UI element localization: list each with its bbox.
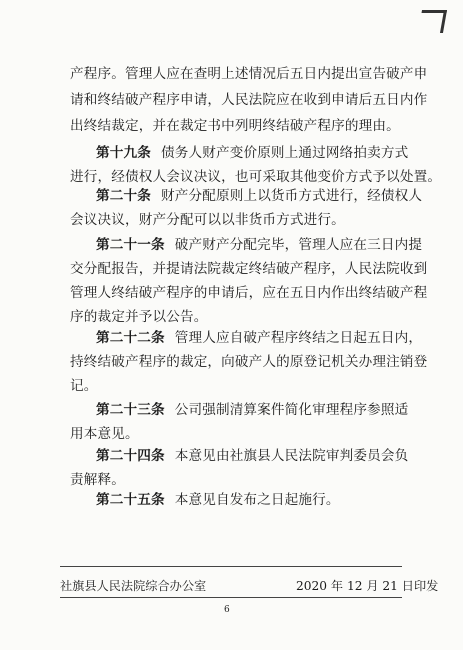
line-text: 公司强制清算案件简化审理程序参照适 (174, 402, 409, 418)
line-text: 管理人应自破产程序终结之日起五日内， (174, 330, 423, 346)
corner-mark-icon (418, 10, 447, 33)
line-text: 管理人终结破产程序的申请后，应在五日内作出终结破产程 (70, 285, 428, 301)
body-text-line (0, 118, 463, 134)
body-text-line (0, 354, 463, 370)
line-text: 会议决议，财产分配可以以非货币方式进行。 (70, 212, 345, 228)
line-text: 序的裁定并予以公告。 (70, 309, 208, 325)
article-number: 第二十条 (96, 188, 151, 204)
article-number: 第二十四条 (96, 448, 165, 464)
body-text-line (0, 378, 463, 394)
line-text: 出终结裁定，并在裁定书中列明终结破产程序的理由。 (70, 118, 400, 134)
line-text: 责解释。 (70, 472, 125, 488)
article-heading-line (0, 188, 463, 204)
body-text-line (0, 66, 463, 82)
body-text-line (0, 212, 463, 228)
article-heading-line (0, 237, 463, 253)
line-text: 用本意见。 (70, 426, 139, 442)
line-text: 持终结破产程序的裁定，向破产人的原登记机关办理注销登 (70, 354, 428, 370)
line-text: 记。 (70, 378, 98, 394)
article-heading-line (0, 145, 463, 161)
line-text: 破产财产分配完毕，管理人应在三日内提 (174, 237, 423, 253)
article-heading-line (0, 330, 463, 346)
article-number: 第二十三条 (96, 402, 165, 418)
body-text-line (0, 169, 463, 185)
line-text: 交分配报告，并提请法院裁定终结破产程序，人民法院收到 (70, 261, 428, 277)
page-number: 6 (224, 605, 230, 615)
article-heading-line (0, 448, 463, 464)
footer-issuing-office: 社旗县人民法院综合办公室 (60, 579, 207, 593)
article-number: 第二十五条 (96, 492, 165, 508)
body-text-line (0, 426, 463, 442)
line-text: 进行，经债权人会议决议，也可采取其他变价方式予以处置。 (70, 169, 442, 185)
line-text: 本意见由社旗县人民法院审判委员会负 (174, 448, 409, 464)
footer-top-rule (60, 566, 402, 567)
body-text-line (0, 92, 463, 108)
line-text: 请和终结破产程序申请，人民法院应在收到申请后五日内作 (70, 92, 428, 108)
line-text: 本意见自发布之日起施行。 (174, 492, 340, 508)
body-text-line (0, 261, 463, 277)
body-text-line (0, 472, 463, 488)
footer-bottom-rule (60, 597, 402, 598)
body-text-line (0, 285, 463, 301)
line-text: 债务人财产变价原则上通过网络拍卖方式 (160, 145, 409, 161)
line-text: 财产分配原则上以货币方式进行，经债权人 (160, 188, 423, 204)
article-heading-line (0, 402, 463, 418)
line-text: 产程序。管理人应在查明上述情况后五日内提出宣告破产申 (70, 66, 428, 82)
footer-issue-date: 2020 年 12 月 21 日印发 (296, 579, 439, 593)
article-number: 第二十二条 (96, 330, 165, 346)
body-text-line (0, 309, 463, 325)
article-number: 第二十一条 (96, 237, 165, 253)
article-heading-line (0, 492, 463, 508)
article-number: 第十九条 (96, 145, 151, 161)
